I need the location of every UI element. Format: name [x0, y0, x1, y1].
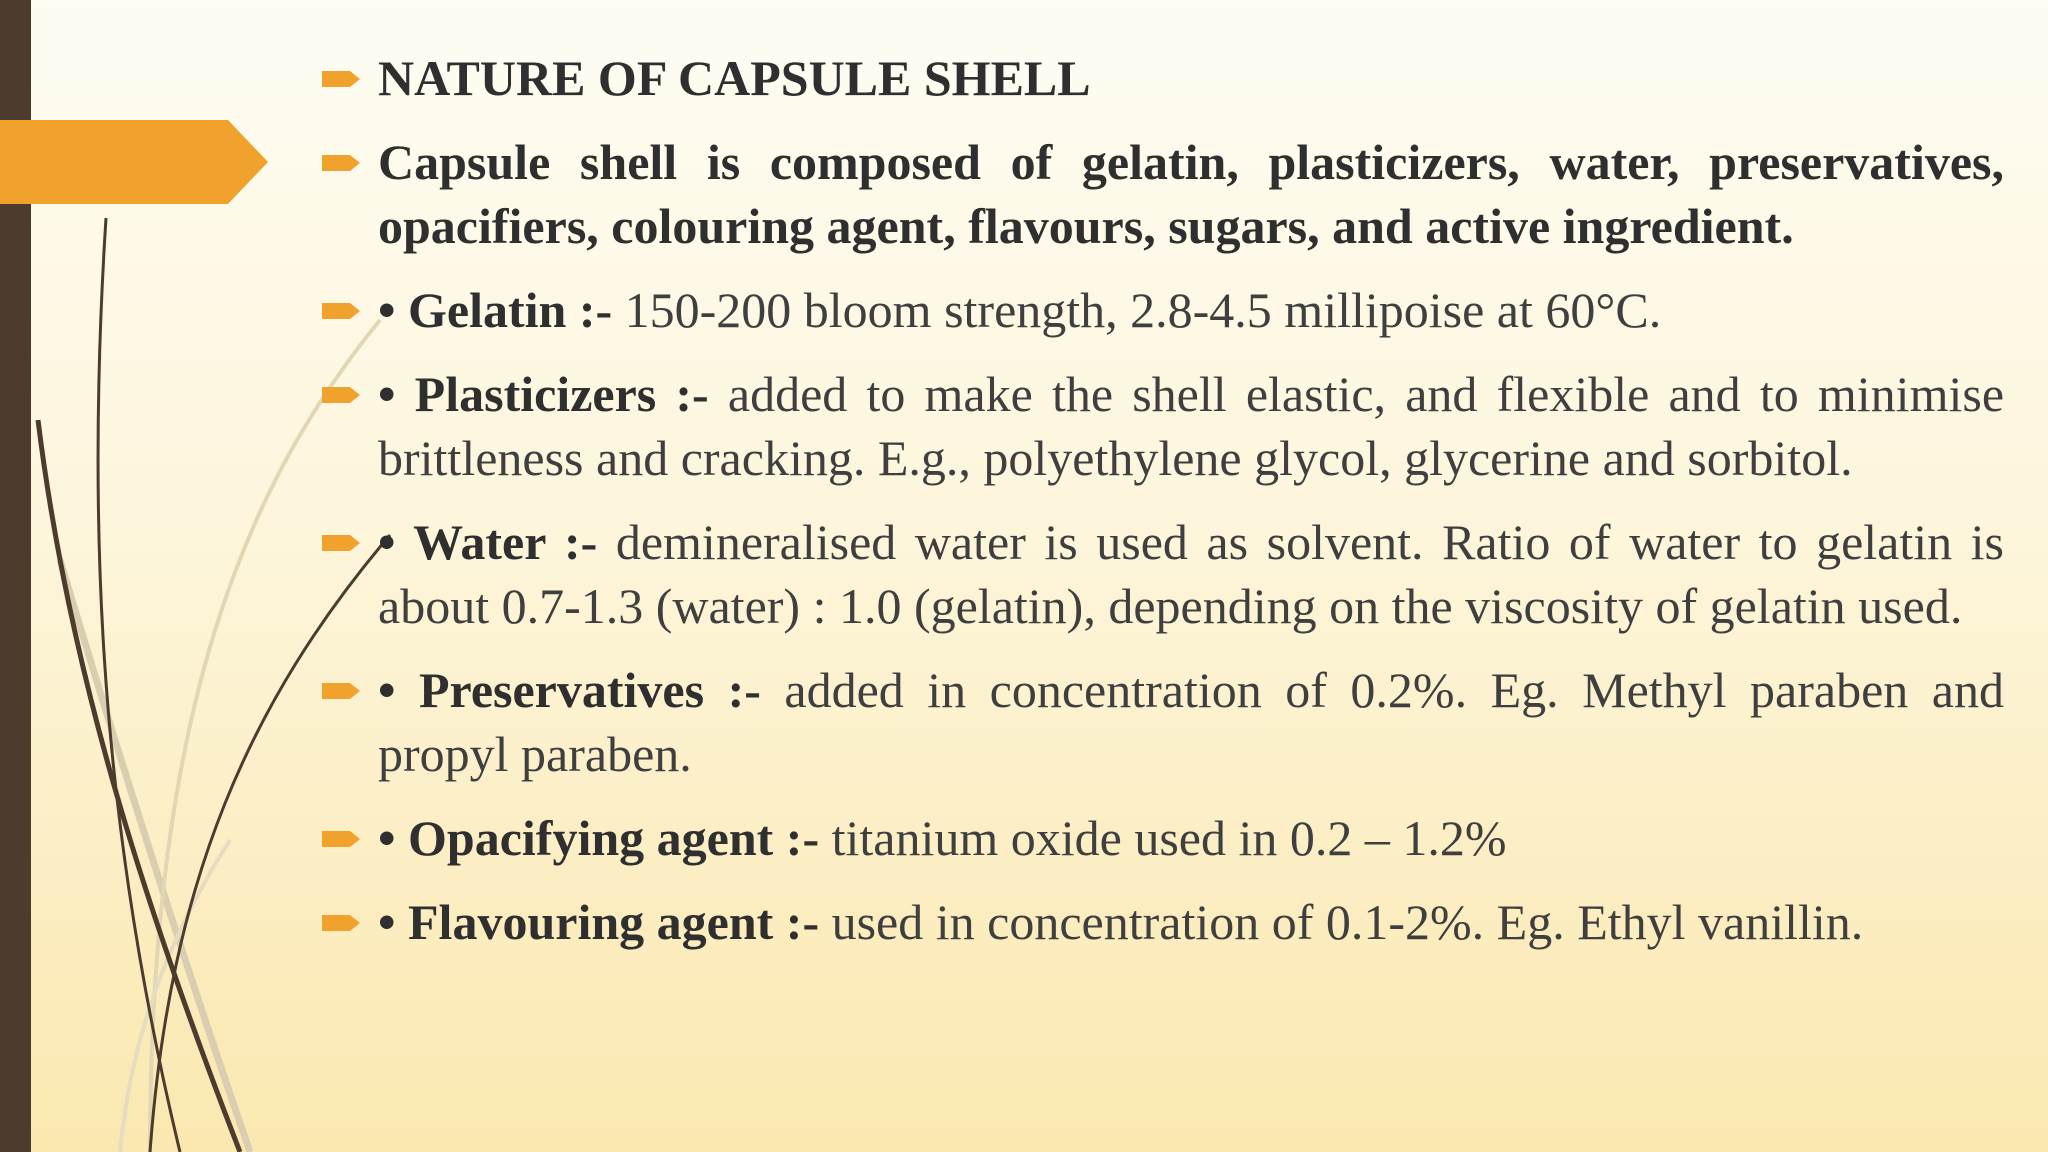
intro-text: Capsule shell is composed of gelatin, plasticizers, water, preservatives, opacifiers, colouring agent, flavours, sugars, and active ingredient. — [378, 134, 2004, 254]
bullet-description: added in concentration of 0.2%. Eg. Methyl paraben and propyl paraben. — [378, 662, 2004, 782]
bullet-term: • Gelatin :- — [378, 282, 613, 338]
orange-arrow-icon — [322, 68, 362, 90]
slide-content — [322, 46, 2004, 974]
bullet-term: • Plasticizers :- — [378, 366, 709, 422]
orange-arrow-icon — [322, 828, 362, 850]
slide-title-item — [322, 46, 2004, 110]
bullet-item-preservatives — [322, 658, 2004, 786]
bullet-description: added to make the shell elastic, and flexible and to minimise brittleness and cracking. E.g., polyethylene glycol, glycerine and sorbitol. — [378, 366, 2005, 486]
bullet-description: 150-200 bloom strength, 2.8-4.5 millipoise at 60°C. — [612, 282, 1662, 338]
bullet-description: used in concentration of 0.1-2%. Eg. Ethyl vanillin. — [819, 894, 1864, 950]
orange-arrow-icon — [322, 680, 362, 702]
orange-arrow-icon — [322, 152, 362, 174]
orange-arrow-icon — [322, 300, 362, 322]
decor-curve-light-3 — [120, 840, 230, 1152]
bullet-item-flavouring-agent — [322, 890, 2004, 954]
orange-arrow-icon — [322, 912, 362, 934]
bullet-description: demineralised water is used as solvent. Ratio of water to gelatin is about 0.7-1.3 (water) : 1.0 (gelatin), depending on the viscosity of gelatin used. — [378, 514, 2004, 634]
orange-arrow-icon — [322, 384, 362, 406]
bullet-item-plasticizers — [322, 362, 2004, 490]
bullet-description: titanium oxide used in 0.2 – 1.2% — [819, 810, 1507, 866]
intro-item — [322, 130, 2004, 258]
bullet-term: • Opacifying agent :- — [378, 810, 820, 866]
bullet-term: • Water :- — [378, 514, 598, 570]
bullet-term: • Flavouring agent :- — [378, 894, 820, 950]
orange-banner-shape — [0, 120, 268, 204]
slide-title: NATURE OF CAPSULE SHELL — [378, 50, 1091, 106]
bullet-item-water — [322, 510, 2004, 638]
bullet-item-opacifying-agent — [322, 806, 2004, 870]
orange-arrow-icon — [322, 532, 362, 554]
bullet-term: • Preservatives :- — [378, 662, 761, 718]
bullet-item-gelatin — [322, 278, 2004, 342]
